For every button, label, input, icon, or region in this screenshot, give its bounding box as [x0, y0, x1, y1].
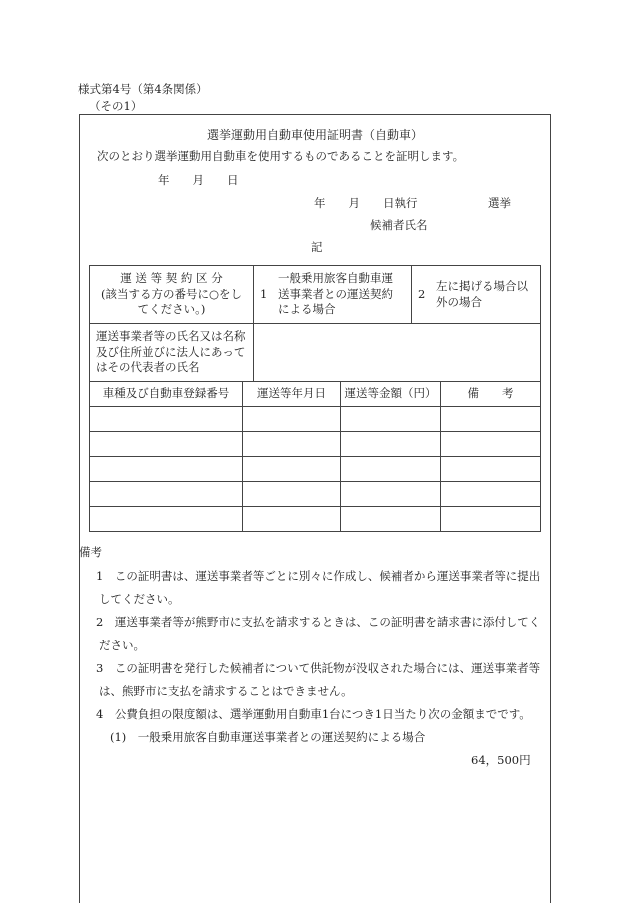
certification-statement: 次のとおり選挙運動用自動車を使用するものであることを証明します。 [97, 149, 465, 163]
table-row [90, 507, 541, 532]
header-remarks: 備 考 [441, 382, 541, 407]
amount-cell[interactable] [341, 507, 441, 532]
operator-label-2: 及び住所並びに法人にあって [96, 344, 246, 359]
option-1-text-3: による場合 [278, 302, 336, 317]
option-2-number: 2 [418, 286, 426, 301]
remarks-cell[interactable] [441, 457, 541, 482]
table-row [90, 457, 541, 482]
date-cell[interactable] [243, 432, 341, 457]
contract-type-label [90, 266, 254, 324]
note-3-cont: は、熊野市に支払を請求することはできません。 [99, 684, 353, 698]
issue-date: 年 月 日 [158, 173, 239, 187]
amount-cell[interactable] [341, 457, 441, 482]
date-cell[interactable] [243, 482, 341, 507]
header-amount: 運送等金額（円） [341, 382, 441, 407]
vehicle-table-header [90, 382, 541, 407]
vehicle-cell[interactable] [90, 432, 243, 457]
note-3: 3 この証明書を発行した候補者について供託物が没収された場合には、運送事業者等 [96, 661, 541, 675]
vehicle-cell[interactable] [90, 507, 243, 532]
contract-table [89, 265, 541, 382]
vehicle-table [89, 381, 541, 532]
operator-label-1: 運送事業者等の氏名又は名称 [96, 329, 246, 344]
remarks-cell[interactable] [441, 407, 541, 432]
notes-heading: 備考 [79, 545, 102, 559]
contract-type-instruction: (該当する方の番号に○をし [100, 286, 243, 301]
amount-cell[interactable] [341, 407, 441, 432]
contract-type-title: 運 送 等 契 約 区 分 [120, 271, 223, 286]
option-1-text-2: 送事業者との運送契約 [278, 286, 393, 301]
remarks-cell[interactable] [441, 507, 541, 532]
vehicle-cell[interactable] [90, 482, 243, 507]
remarks-cell[interactable] [441, 432, 541, 457]
note-2-cont: ださい。 [99, 638, 145, 652]
note-4-item-1: (1) 一般乗用旅客自動車運送事業者との運送契約による場合 [110, 730, 426, 744]
option-2-text-2: 外の場合 [436, 294, 482, 309]
header-date: 運送等年月日 [243, 382, 341, 407]
note-1-cont: してください。 [99, 592, 180, 606]
note-4: 4 公費負担の限度額は、選挙運動用自動車1台につき1日当たり次の金額までです。 [96, 707, 531, 721]
amount-limit: 64，500円 [471, 753, 531, 767]
date-cell[interactable] [243, 507, 341, 532]
operator-field[interactable] [254, 324, 541, 382]
header-vehicle: 車種及び自動車登録番号 [90, 382, 243, 407]
table-row [90, 482, 541, 507]
contract-type-instruction-cont: てください。) [137, 302, 206, 317]
document-title: 選挙運動用自動車使用証明書（自動車） [206, 128, 423, 142]
operator-label-3: はその代表者の氏名 [96, 360, 200, 375]
contract-option-1[interactable] [254, 266, 412, 324]
table-row [90, 407, 541, 432]
option-1-text: 一般乗用旅客自動車運 [278, 271, 393, 286]
option-1-number: 1 [260, 286, 268, 301]
operator-label [90, 324, 254, 382]
candidate-name-label: 候補者氏名 [370, 218, 428, 232]
note-2: 2 運送事業者等が熊野市に支払を請求するときは、この証明書を請求書に添付してく [96, 615, 541, 629]
amount-cell[interactable] [341, 432, 441, 457]
vehicle-cell[interactable] [90, 407, 243, 432]
remarks-cell[interactable] [441, 482, 541, 507]
contract-row [90, 266, 541, 324]
contract-option-2[interactable] [412, 266, 541, 324]
table-row [90, 432, 541, 457]
election-label: 選挙 [488, 196, 511, 210]
form-part: （その1） [89, 99, 143, 113]
option-2-text: 左に掲げる場合以 [436, 278, 528, 293]
date-cell[interactable] [243, 457, 341, 482]
note-1: 1 この証明書は、運送事業者等ごとに別々に作成し、候補者から運送事業者等に提出 [96, 569, 541, 583]
form-number: 様式第4号（第4条関係） [78, 82, 208, 96]
amount-cell[interactable] [341, 482, 441, 507]
operator-row [90, 324, 541, 382]
election-date: 年 月 日執行 [314, 196, 418, 210]
vehicle-cell[interactable] [90, 457, 243, 482]
date-cell[interactable] [243, 407, 341, 432]
ki-mark: 記 [311, 240, 323, 254]
